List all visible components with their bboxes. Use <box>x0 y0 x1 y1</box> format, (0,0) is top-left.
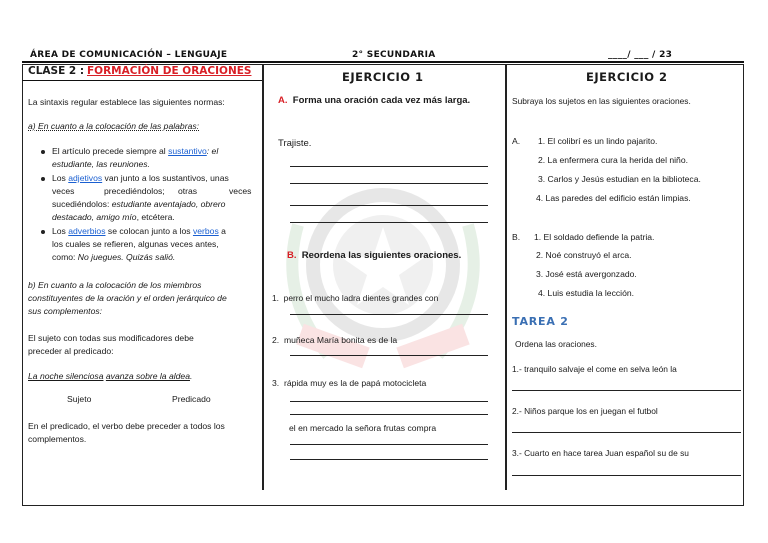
class-label: CLASE 2 : <box>28 65 85 77</box>
subject-rule-l1: El sujeto con todas sus modificadores debe <box>28 333 194 343</box>
answer-line[interactable] <box>290 166 488 167</box>
example-sentence: La noche silenciosa avanza sobre la aldea. <box>28 371 193 381</box>
subject-item: 4. Luis estudia la lección. <box>538 288 635 298</box>
bullet-adjectives: Los adjetivos van junto a los sustantivos, unas <box>52 173 229 183</box>
date-field: ____/ ___ / 23 <box>608 50 673 60</box>
predicate-rule-l1: En el predicado, el verbo debe preceder a todos los <box>28 421 225 431</box>
section-b-heading-l1: b) En cuanto a la colocación de los miembros <box>28 280 202 290</box>
subject-rule-l2: preceder al predicado: <box>28 346 114 356</box>
bullet-dot <box>41 150 45 154</box>
column-divider-2 <box>505 64 507 490</box>
bullet-article-example: estudiante, las reuniones. <box>52 159 150 169</box>
answer-line[interactable] <box>290 222 488 223</box>
bullet-dot <box>41 230 45 234</box>
exercise-2-title: EJERCICIO 2 <box>586 70 668 84</box>
class-title-rule <box>22 80 262 81</box>
header-rule <box>22 61 744 63</box>
exercise-2-instruction: Subraya los sujetos en las siguientes oraciones. <box>512 96 691 106</box>
subject-item: 1. El colibrí es un lindo pajarito. <box>538 136 658 146</box>
homework-instruction: Ordena las oraciones. <box>515 339 597 349</box>
exercise-1-a: A. Forma una oración cada vez más larga. <box>278 95 471 106</box>
exercise-1-b: B. Reordena las siguientes oraciones. <box>287 250 462 261</box>
subject-item: 2. Noé construyó el arca. <box>536 250 632 260</box>
label-predicate: Predicado <box>172 394 211 404</box>
bullet-adverbs: Los adverbios se colocan junto a los verbos a <box>52 226 226 236</box>
trajiste-prompt: Trajiste. <box>278 138 312 149</box>
reorder-item-4: el en mercado la señora frutas compra <box>289 423 437 433</box>
predicate-rule-l2: complementos. <box>28 434 87 444</box>
bullet-adjectives-line2d: veces <box>229 186 252 196</box>
subject-item: 1. El soldado defiende la patria. <box>534 232 655 242</box>
bullet-adjectives-line2b: precediéndolos; <box>104 186 165 196</box>
answer-line[interactable] <box>290 459 488 460</box>
school-seal-watermark <box>268 165 498 395</box>
subject-item: 3. José está avergonzado. <box>536 269 637 279</box>
answer-line[interactable] <box>290 183 488 184</box>
reorder-item-3: 3. rápida muy es la de papá motocicleta <box>272 378 427 388</box>
subject-item: 3. Carlos y Jesús estudian en la biblioteca. <box>538 174 701 184</box>
bullet-dot <box>41 177 45 181</box>
link-adverbios[interactable]: adverbios <box>68 226 106 236</box>
class-title: FORMACIÓN DE ORACIONES <box>87 65 252 77</box>
link-adjetivos[interactable]: adjetivos <box>68 173 103 183</box>
answer-line[interactable] <box>290 205 488 206</box>
section-a-heading: a) En cuanto a la colocación de las palabras: <box>28 121 200 131</box>
grade-title: 2° SECUNDARIA <box>352 50 436 60</box>
answer-line[interactable] <box>512 432 741 433</box>
bullet-adjectives-line2: veces <box>52 186 75 196</box>
bullet-adverbs-line2: los cuales se refieren, algunas veces antes, <box>52 239 219 249</box>
link-verbos[interactable]: verbos <box>192 226 219 236</box>
answer-line[interactable] <box>512 390 741 391</box>
homework-title: TAREA 2 <box>512 315 569 328</box>
bullet-adjectives-line4: destacado, amigo mío, etcétera. <box>52 212 175 222</box>
bullet-adjectives-line3: sucediéndolos: estudiante aventajado, obrero <box>52 199 226 209</box>
column-divider-1 <box>262 64 264 490</box>
bullet-adverbs-line3: como: No juegues. Quizás salió. <box>52 252 176 262</box>
exercise-2-a-letter: A. <box>512 136 521 146</box>
homework-item-1: 1.- tranquilo salvaje el come en selva león la <box>512 364 677 374</box>
homework-item-3: 3.- Cuarto en hace tarea Juan español su de su <box>512 448 689 458</box>
link-sustantivo[interactable]: sustantivo <box>168 146 207 156</box>
reorder-item-2: 2. muñeca María bonita es de la <box>272 335 398 345</box>
intro-text: La sintaxis regular establece las siguientes normas: <box>28 97 225 107</box>
answer-line[interactable] <box>290 355 488 356</box>
answer-line[interactable] <box>290 314 488 315</box>
answer-line[interactable] <box>290 444 488 445</box>
reorder-item-1: 1. perro el mucho ladra dientes grandes con <box>272 293 439 303</box>
bullet-article: El artículo precede siempre al sustantivo: el <box>52 146 219 156</box>
area-title: ÁREA DE COMUNICACIÓN – LENGUAJE <box>30 50 228 60</box>
homework-item-2: 2.- Niños parque los en juegan el futbol <box>512 406 658 416</box>
subject-item: 2. La enfermera cura la herida del niño. <box>538 155 689 165</box>
subject-item: 4. Las paredes del edificio están limpias. <box>536 193 691 203</box>
section-b-heading-l2: constituyentes de la oración y el orden jerárquico de <box>28 293 227 303</box>
answer-line[interactable] <box>512 475 741 476</box>
answer-line[interactable] <box>290 414 488 415</box>
exercise-1-title: EJERCICIO 1 <box>342 70 424 84</box>
section-b-heading-l3: sus complementos: <box>28 306 103 316</box>
answer-line[interactable] <box>290 401 488 402</box>
bullet-adjectives-line2c: otras <box>178 186 198 196</box>
label-subject: Sujeto <box>67 394 92 404</box>
exercise-2-b-letter: B. <box>512 232 521 242</box>
